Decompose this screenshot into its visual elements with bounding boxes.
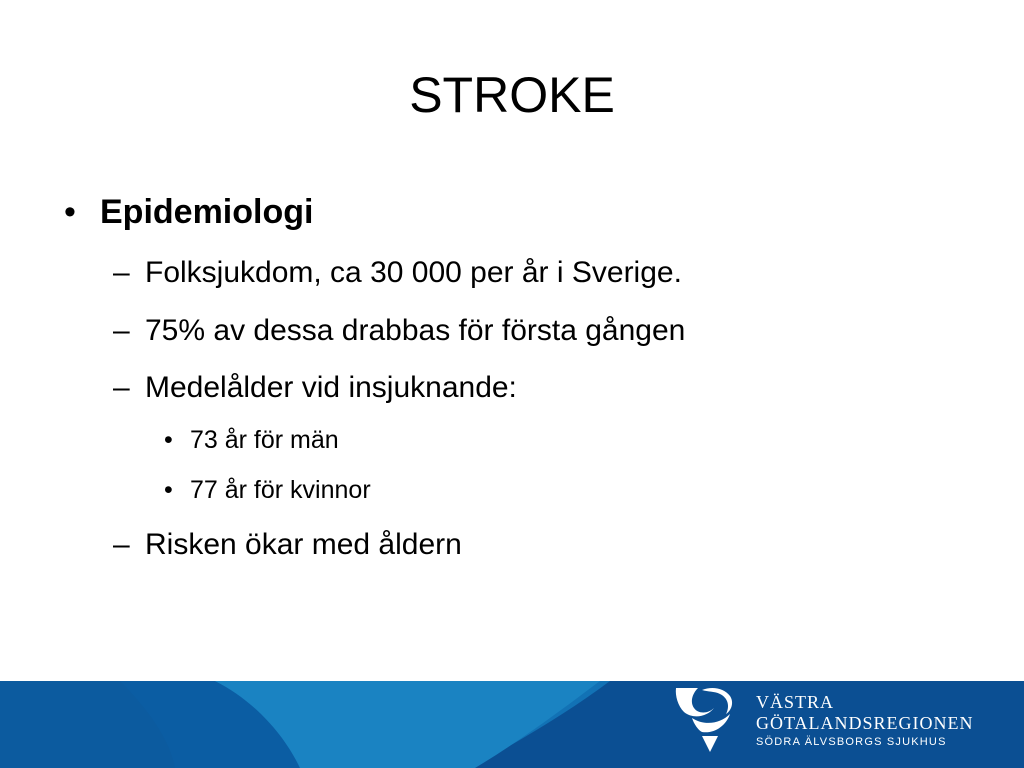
bullet-marker: •: [164, 426, 173, 454]
logo-line-vastra: VÄSTRA: [756, 692, 835, 712]
subbullet-text: Medelålder vid insjuknande:: [145, 371, 517, 404]
subsubbullet-text: 77 år för kvinnor: [190, 476, 371, 504]
bullet-marker: •: [164, 476, 173, 504]
dash-marker: –: [113, 314, 130, 347]
subsubbullet-man: [164, 424, 339, 456]
subbullet-text: Folksjukdom, ca 30 000 per år i Sverige.: [145, 256, 682, 289]
subbullet-text: Risken ökar med åldern: [145, 528, 462, 561]
subsubbullet-text: 73 år för män: [190, 426, 339, 454]
subbullet-folksjukdom: [113, 253, 682, 293]
subsubbullet-kvinnor: [164, 474, 371, 506]
logo-line-sjukhus: SÖDRA ÄLVSBORGS SJUKHUS: [756, 736, 947, 748]
logo-wordmark: [756, 692, 974, 750]
subbullet-text: 75% av dessa drabbas för första gången: [145, 314, 686, 347]
subbullet-medelalder: [113, 368, 517, 408]
logo-line-gotalandsregionen: GÖTALANDSREGIONEN: [756, 713, 974, 733]
subbullet-first-time: [113, 311, 685, 351]
bullet-epidemiologi: [64, 190, 313, 234]
dash-marker: –: [113, 256, 130, 289]
subbullet-risk: [113, 525, 462, 565]
bullet-marker: •: [64, 193, 76, 231]
vastra-gotalandsregionen-logo-icon: [672, 684, 752, 756]
dash-marker: –: [113, 371, 130, 404]
slide-title: STROKE: [409, 67, 615, 123]
bullet-heading: Epidemiologi: [100, 193, 314, 231]
dash-marker: –: [113, 528, 130, 561]
